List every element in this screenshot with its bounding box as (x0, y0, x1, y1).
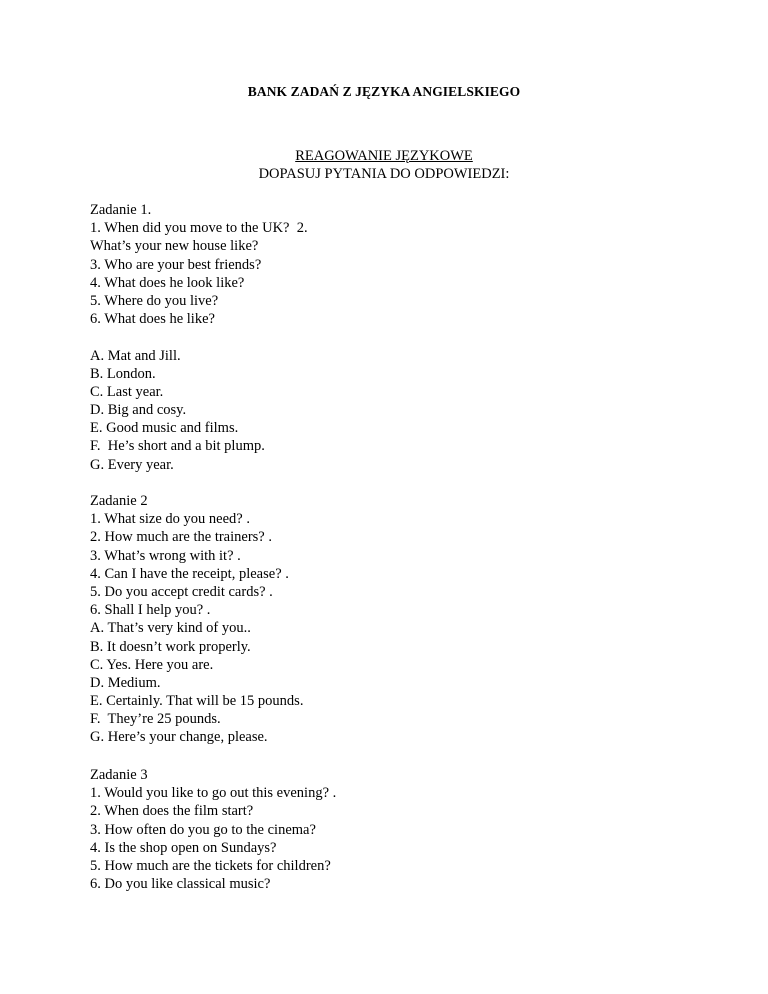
question-item: 6. Shall I help you? . (90, 602, 211, 619)
question-item: 4. Is the shop open on Sundays? (90, 839, 277, 856)
task-heading: Zadanie 3 (90, 767, 148, 783)
question-item: 6. Do you like classical music? (90, 876, 271, 893)
question-item: 4. Can I have the receipt, please? . (90, 565, 289, 582)
instruction-text: DOPASUJ PYTANIA DO ODPOWIEDZI: (258, 166, 510, 182)
question-item: 5. How much are the tickets for children? (90, 857, 331, 874)
question-item: 6. What does he like? (90, 311, 215, 328)
task-heading: Zadanie 1. (90, 202, 152, 218)
question-item: 2. How much are the trainers? . (90, 529, 272, 546)
answer-item: B. It doesn’t work properly. (90, 638, 251, 655)
question-item: 5. Where do you live? (90, 292, 219, 309)
spacer (90, 328, 690, 346)
answer-item: C. Yes. Here you are. (90, 656, 214, 673)
answer-item: G. Here’s your change, please. (90, 729, 268, 746)
answer-item: D. Big and cosy. (90, 402, 187, 419)
question-item: 3. Who are your best friends? (90, 256, 262, 273)
document-title: BANK ZADAŃ Z JĘZYKA ANGIELSKIEGO (247, 84, 521, 99)
task-2 (90, 492, 690, 747)
question-item: 4. What does he look like? (90, 274, 245, 291)
question-item: 5. Do you accept credit cards? . (90, 583, 273, 600)
answer-item: A. Mat and Jill. (90, 347, 181, 364)
answer-item: E. Good music and films. (90, 420, 239, 437)
question-item: 1. What size do you need? . (90, 511, 250, 528)
task-3 (90, 766, 690, 893)
answer-item: F. He’s short and a bit plump. (90, 438, 265, 455)
answer-item: E. Certainly. That will be 15 pounds. (90, 693, 304, 710)
question-item: What’s your new house like? (90, 238, 259, 255)
section-heading: REAGOWANIE JĘZYKOWE (295, 148, 473, 164)
question-item: 3. What’s wrong with it? . (90, 547, 241, 564)
question-item: 3. How often do you go to the cinema? (90, 821, 316, 838)
question-item: 1. Would you like to go out this evening? . (90, 785, 337, 802)
task-heading: Zadanie 2 (90, 493, 148, 509)
answer-item: D. Medium. (90, 674, 161, 691)
question-item: 1. When did you move to the UK? 2. (90, 220, 308, 237)
answer-item: G. Every year. (90, 456, 174, 473)
task-1 (90, 201, 690, 474)
answer-item: A. That’s very kind of you.. (90, 620, 251, 637)
question-item: 2. When does the film start? (90, 803, 254, 820)
answer-item: F. They’re 25 pounds. (90, 711, 221, 728)
answer-item: C. Last year. (90, 383, 164, 400)
answer-item: B. London. (90, 365, 156, 382)
